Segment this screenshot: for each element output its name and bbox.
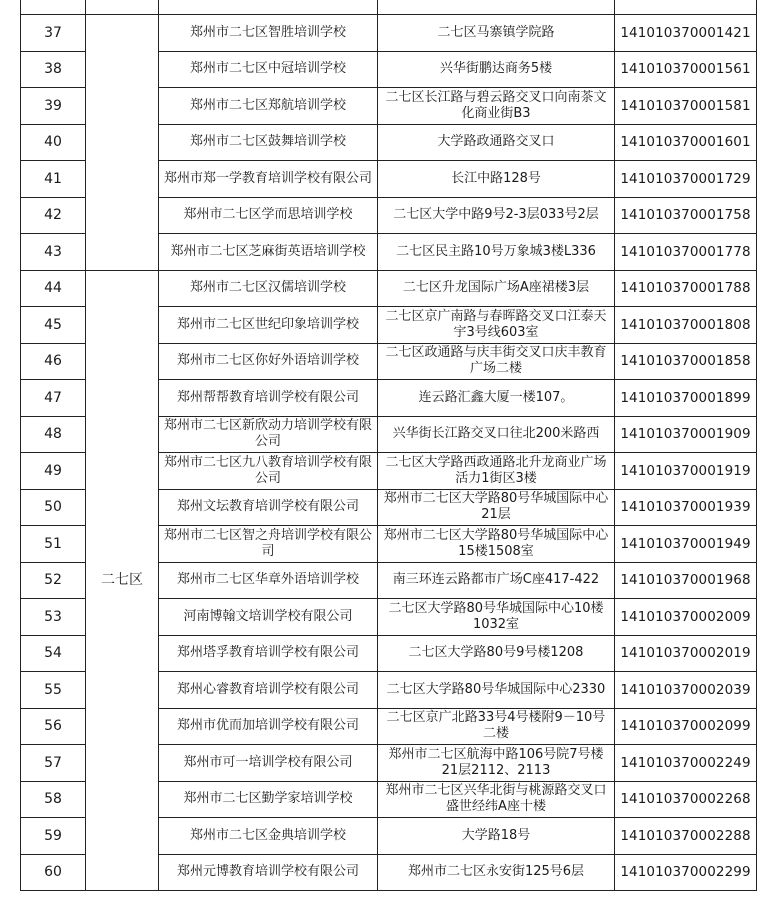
row-number: 51	[21, 526, 86, 563]
license-code: 141010370002299	[615, 854, 757, 891]
school-address: 二七区马寨镇学院路	[378, 15, 615, 52]
license-code: 141010370001758	[615, 197, 757, 234]
column-line-stub-3	[158, 0, 159, 14]
school-address: 二七区长江路与碧云路交叉口向南茶文化商业街B3	[378, 88, 615, 125]
row-number: 56	[21, 708, 86, 745]
school-address: 二七区大学路80号华城国际中心2330	[378, 672, 615, 709]
row-number: 45	[21, 307, 86, 344]
row-number: 43	[21, 234, 86, 271]
column-line-stub-4	[377, 0, 378, 14]
license-code: 141010370002099	[615, 708, 757, 745]
column-line-stub-5	[614, 0, 615, 14]
license-code: 141010370001949	[615, 526, 757, 563]
school-address: 大学路政通路交叉口	[378, 124, 615, 161]
school-address: 二七区大学路80号9号楼1208	[378, 635, 615, 672]
table-row	[21, 270, 757, 307]
school-address: 二七区大学中路9号2-3层033号2层	[378, 197, 615, 234]
school-name: 郑州市优而加培训学校有限公司	[159, 708, 378, 745]
license-code: 141010370001421	[615, 15, 757, 52]
school-name: 郑州文坛教育培训学校有限公司	[159, 489, 378, 526]
row-number: 59	[21, 818, 86, 855]
row-number: 44	[21, 270, 86, 307]
column-line-stub-left	[20, 0, 21, 14]
school-name: 郑州市二七区金典培训学校	[159, 818, 378, 855]
school-name: 郑州市二七区华章外语培训学校	[159, 562, 378, 599]
school-name: 郑州心睿教育培训学校有限公司	[159, 672, 378, 709]
row-number: 41	[21, 161, 86, 198]
school-address: 郑州市二七区航海中路106号院7号楼21层2112、2113	[378, 745, 615, 782]
license-code: 141010370001939	[615, 489, 757, 526]
school-name: 郑州市二七区学而思培训学校	[159, 197, 378, 234]
school-address: 二七区京广南路与春晖路交叉口江泰天宇3号线603室	[378, 307, 615, 344]
school-address: 二七区民主路10号万象城3楼L336	[378, 234, 615, 271]
row-number: 46	[21, 343, 86, 380]
school-name: 郑州市二七区九八教育培训学校有限公司	[159, 453, 378, 490]
school-name: 郑州帮帮教育培训学校有限公司	[159, 380, 378, 417]
row-number: 39	[21, 88, 86, 125]
license-code: 141010370002249	[615, 745, 757, 782]
school-name: 郑州市二七区郑航培训学校	[159, 88, 378, 125]
school-name: 郑州市郑一学教育培训学校有限公司	[159, 161, 378, 198]
school-name: 郑州市二七区你好外语培训学校	[159, 343, 378, 380]
school-name: 郑州市可一培训学校有限公司	[159, 745, 378, 782]
license-code: 141010370001729	[615, 161, 757, 198]
license-code: 141010370001788	[615, 270, 757, 307]
school-name: 郑州市二七区勤学家培训学校	[159, 781, 378, 818]
license-code: 141010370001919	[615, 453, 757, 490]
row-number: 60	[21, 854, 86, 891]
row-number: 38	[21, 51, 86, 88]
row-number: 53	[21, 599, 86, 636]
school-address: 郑州市二七区大学路80号华城国际中心15楼1508室	[378, 526, 615, 563]
school-name: 郑州塔孚教育培训学校有限公司	[159, 635, 378, 672]
row-number: 58	[21, 781, 86, 818]
row-number: 48	[21, 416, 86, 453]
district-cell: 二七区	[86, 270, 159, 891]
license-code: 141010370002009	[615, 599, 757, 636]
license-code: 141010370001968	[615, 562, 757, 599]
row-number: 52	[21, 562, 86, 599]
column-line-stub-right	[756, 0, 757, 14]
school-name: 郑州元博教育培训学校有限公司	[159, 854, 378, 891]
school-address: 郑州市二七区永安街125号6层	[378, 854, 615, 891]
district-cell-previous	[86, 15, 159, 271]
license-code: 141010370001581	[615, 88, 757, 125]
school-address: 二七区大学路西政通路北升龙商业广场活力1街区3楼	[378, 453, 615, 490]
row-number: 40	[21, 124, 86, 161]
school-address: 郑州市二七区大学路80号华城国际中心21层	[378, 489, 615, 526]
column-line-stub-2	[85, 0, 86, 14]
school-address: 二七区升龙国际广场A座裙楼3层	[378, 270, 615, 307]
school-name: 河南博翰文培训学校有限公司	[159, 599, 378, 636]
row-number: 37	[21, 15, 86, 52]
school-address: 二七区京广北路33号4号楼附9－10号二楼	[378, 708, 615, 745]
school-name: 郑州市二七区鼓舞培训学校	[159, 124, 378, 161]
license-code: 141010370001778	[615, 234, 757, 271]
school-name: 郑州市二七区中冠培训学校	[159, 51, 378, 88]
license-code: 141010370002268	[615, 781, 757, 818]
school-name: 郑州市二七区新欣动力培训学校有限公司	[159, 416, 378, 453]
school-registry-table	[20, 14, 757, 891]
school-address: 兴华街鹏达商务5楼	[378, 51, 615, 88]
row-number: 50	[21, 489, 86, 526]
license-code: 141010370002039	[615, 672, 757, 709]
license-code: 141010370001561	[615, 51, 757, 88]
license-code: 141010370002019	[615, 635, 757, 672]
school-address: 郑州市二七区兴华北街与桃源路交叉口盛世经纬A座十楼	[378, 781, 615, 818]
row-number: 57	[21, 745, 86, 782]
license-code: 141010370001601	[615, 124, 757, 161]
license-code: 141010370002288	[615, 818, 757, 855]
school-address: 长江中路128号	[378, 161, 615, 198]
row-number: 49	[21, 453, 86, 490]
row-number: 47	[21, 380, 86, 417]
license-code: 141010370001909	[615, 416, 757, 453]
school-name: 郑州市二七区智之舟培训学校有限公司	[159, 526, 378, 563]
school-address: 大学路18号	[378, 818, 615, 855]
school-address: 南三环连云路都市广场C座417-422	[378, 562, 615, 599]
license-code: 141010370001808	[615, 307, 757, 344]
school-name: 郑州市二七区芝麻街英语培训学校	[159, 234, 378, 271]
school-address: 二七区政通路与庆丰街交叉口庆丰教育广场二楼	[378, 343, 615, 380]
license-code: 141010370001858	[615, 343, 757, 380]
table-row	[21, 15, 757, 52]
row-number: 54	[21, 635, 86, 672]
school-address: 兴华街长江路交叉口往北200米路西	[378, 416, 615, 453]
school-name: 郑州市二七区世纪印象培训学校	[159, 307, 378, 344]
school-address: 连云路汇鑫大厦一楼107。	[378, 380, 615, 417]
school-address: 二七区大学路80号华城国际中心10楼1032室	[378, 599, 615, 636]
row-number: 55	[21, 672, 86, 709]
table-body	[21, 15, 757, 891]
license-code: 141010370001899	[615, 380, 757, 417]
school-name: 郑州市二七区智胜培训学校	[159, 15, 378, 52]
row-number: 42	[21, 197, 86, 234]
school-name: 郑州市二七区汉儒培训学校	[159, 270, 378, 307]
